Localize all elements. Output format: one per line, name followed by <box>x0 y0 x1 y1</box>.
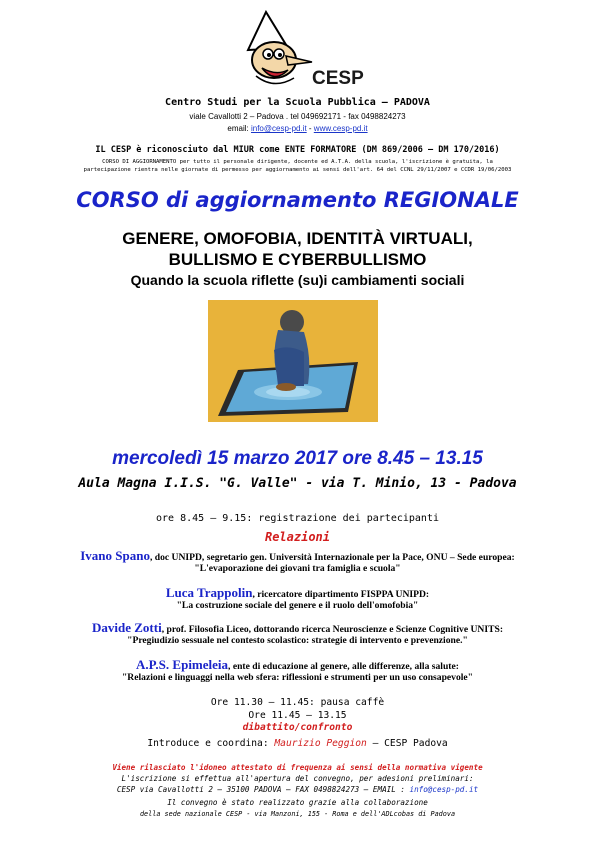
collaboration-note-1: Il convegno è stato realizzato grazie alla collaborazione <box>167 798 428 807</box>
moderator-prefix: Introduce e coordina: <box>147 738 275 749</box>
speaker-2 <box>0 587 595 611</box>
course-subtitle: Quando la scuola riflette (su)i cambiamenti sociali <box>130 272 465 288</box>
speaker-role: , prof. Filosofia Liceo, dottorando ricerca Neuroscienze e Scienze Cognitive UNITS: <box>161 624 504 635</box>
registration-note: L'iscrizione si effettua all'apertura del convegno, per adesioni preliminari: <box>121 774 474 783</box>
course-heading-2: BULLISMO E CYBERBULLISMO <box>168 250 427 269</box>
email-label: email: <box>227 124 249 133</box>
recognition-detail-1: CORSO DI AGGIORNAMENTO per tutto il personale dirigente, docente ed A.T.A. della scuola, l'iscrizione è gratuita, la <box>102 159 493 165</box>
org-full-name: Centro Studi per la Scuola Pubblica – PADOVA <box>165 97 430 108</box>
speaker-3 <box>0 622 595 646</box>
recognition-detail-2: partecipazione rientra nelle giornate di permesso per aggiornamento ai sensi dell'art. 64 del CCNL 29/11/2007 e CCDR 19/06/2003 <box>83 167 512 173</box>
contacts-line <box>0 784 595 795</box>
collaboration-note-2: della sede nazionale CESP - via Manzoni, 155 - Roma e dell'ADLcobas di Padova <box>139 810 456 818</box>
course-title: CORSO di aggiornamento REGIONALE <box>76 188 519 212</box>
moderator-line <box>0 738 595 749</box>
speaker-name: Ivano Spano <box>80 548 150 563</box>
contact-line <box>0 124 595 133</box>
contact-separator: - <box>306 124 314 133</box>
relazioni-label: Relazioni <box>264 530 331 544</box>
speaker-role: , doc UNIPD, segretario gen. Università Internazionale per la Pace, ONU – Sede europea: <box>149 552 515 563</box>
org-short-name: CESP <box>312 68 364 89</box>
speaker-4 <box>0 659 595 683</box>
course-illustration <box>208 300 378 422</box>
course-heading-1: GENERE, OMOFOBIA, IDENTITÀ VIRTUALI, <box>122 229 473 248</box>
speaker-talk: "Pregiudizio sessuale nel contesto scolastico: strategie di intervento e prevenzione." <box>127 635 468 646</box>
org-address: viale Cavallotti 2 – Padova . tel 049692171 - fax 0498824273 <box>189 112 406 121</box>
speaker-name: Davide Zotti <box>91 620 162 635</box>
session-label: dibattito/confronto <box>242 722 353 733</box>
event-venue: Aula Magna I.I.S. "G. Valle" - via T. Minio, 13 - Padova <box>78 476 517 491</box>
certificate-note: Viene rilasciato l'idoneo attestato di frequenza ai sensi della normativa vigente <box>112 763 483 772</box>
speaker-talk: "La costruzione sociale del genere e il ruolo dell'omofobia" <box>176 600 419 611</box>
session-time: Ore 11.45 – 13.15 <box>248 710 347 721</box>
speaker-talk: "Relazioni e linguaggi nella web sfera: riflessioni e strumenti per un uso consapevole" <box>121 672 474 683</box>
event-date: mercoledì 15 marzo 2017 ore 8.45 – 13.15 <box>112 448 483 469</box>
recognition-line: IL CESP è riconosciuto dal MIUR come ENTE FORMATORE (DM 869/2006 – DM 170/2016) <box>95 145 500 155</box>
coffee-break: Ore 11.30 – 11.45: pausa caffè <box>210 697 385 708</box>
moderator-suffix: – CESP Padova <box>366 738 448 749</box>
speaker-1 <box>0 550 595 574</box>
speaker-name: A.P.S. Epimeleia <box>136 657 229 672</box>
speaker-talk: "L'evaporazione dei giovani tra famiglia e scuola" <box>194 563 401 574</box>
moderator-name: Maurizio Peggion <box>274 738 367 749</box>
contacts-prefix: CESP via Cavallotti 2 – 35100 PADOVA – FAX 0498824273 – EMAIL : <box>116 785 410 794</box>
footer-email-link[interactable]: info@cesp-pd.it <box>409 785 479 794</box>
speaker-name: Luca Trappolin <box>165 585 253 600</box>
cesp-logo <box>238 10 314 90</box>
website-link[interactable]: www.cesp-pd.it <box>313 124 368 133</box>
email-link[interactable]: info@cesp-pd.it <box>250 124 307 133</box>
speaker-role: , ente di educazione al genere, alle differenze, alla salute: <box>228 661 459 672</box>
speaker-role: , ricercatore dipartimento FISPPA UNIPD: <box>252 589 430 600</box>
registration-time: ore 8.45 – 9.15: registrazione dei partecipanti <box>156 513 439 524</box>
